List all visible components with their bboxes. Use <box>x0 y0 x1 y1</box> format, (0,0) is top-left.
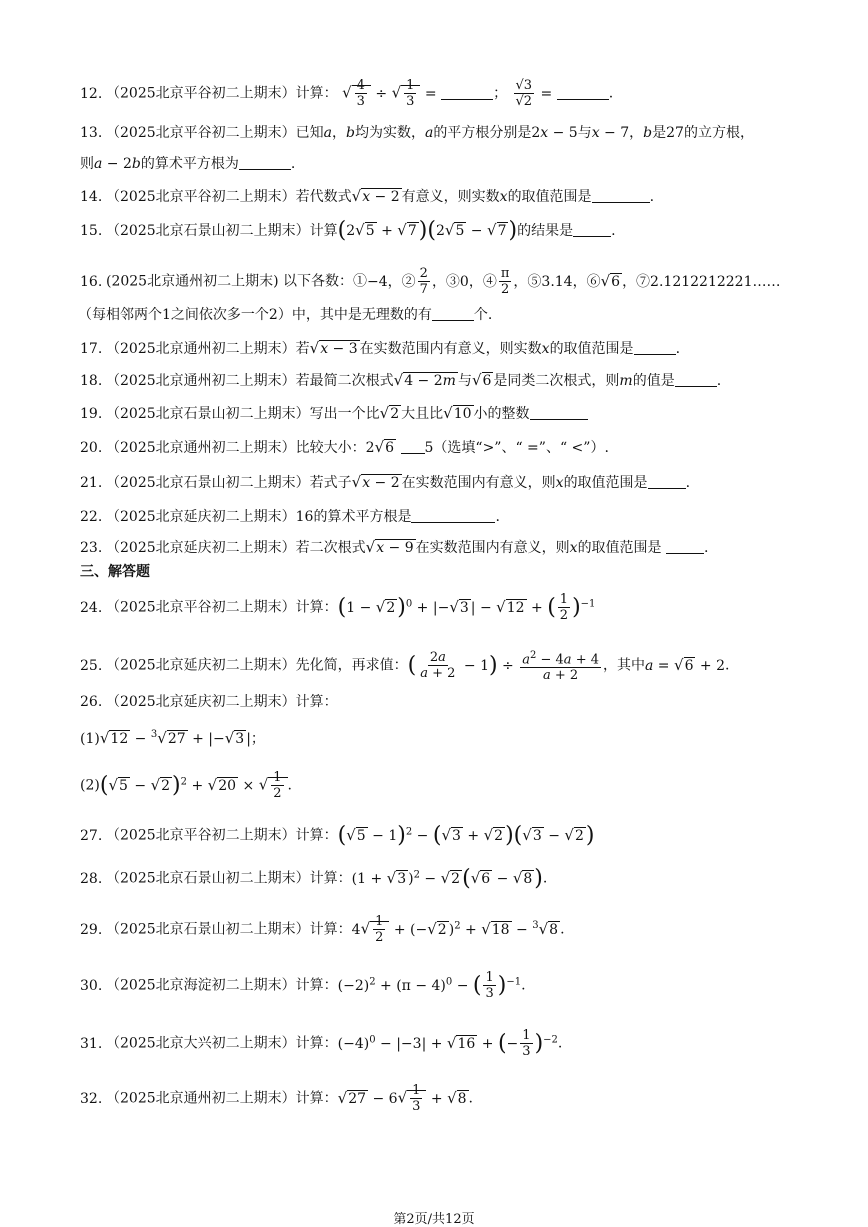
question-28: 28. （2025北京石景山初二上期末）计算：(1 + √3 )$^2$ − √2(√6 − √8). <box>80 865 548 891</box>
question-31: 31. （2025北京大兴初二上期末）计算：$(-4)^0 - |-3| + √16$ + (− $\frac{1}{3}$ )$^{-2}$. <box>80 1028 563 1059</box>
question-21: 21. （2025北京石景山初二上期末）若式子√x − 2 在实数范围内有意义，则x的取值范围是 . <box>80 473 691 491</box>
question-27: 27. （2025北京平谷初二上期末）计算：$(√5 - 1)^2 - (√3 + √2)(√3 - √2)$ <box>80 822 595 848</box>
answer-blank[interactable] <box>634 340 676 355</box>
question-20: 20. （2025北京通州初二上期末）比较大小：2√6 5（选填“>”、“ =”、“ <”）. <box>80 438 609 456</box>
answer-blank[interactable] <box>239 155 291 170</box>
question-14: 14. （2025北京平谷初二上期末）若代数式√x − 2 有意义，则实数x的取值范围是 . <box>80 187 655 205</box>
answer-blank[interactable] <box>441 85 493 100</box>
answer-blank[interactable] <box>411 508 495 523</box>
question-23: 23. （2025北京延庆初二上期末）若二次根式√x − 9 在实数范围内有意义，则x的取值范围是 . <box>80 538 709 556</box>
question-26-part1: (1)√12 − $^3$√27 + |−√3 |； <box>80 729 265 747</box>
answer-blank[interactable] <box>401 439 425 454</box>
question-13-line2: 则a − 2b的算术平方根为 . <box>80 156 296 172</box>
question-18: 18. （2025北京通州初二上期末）若最简二次根式√4 − 2m 与√6 是同类二次根式，则m的值是 . <box>80 371 722 389</box>
math-expression: √ $\frac{4}{3}$ ÷ √ $\frac{1}{3}$ = <box>342 78 437 109</box>
question-22: 22. （2025北京延庆初二上期末）16的算术平方根是 . <box>80 509 500 525</box>
question-16: 16. (2025北京通州初二上期末) 以下各数：①−4，② $\frac{2}{7}$ ，③0，④ $\frac{\pi}{2}$ ，⑤3.14，⑥√6 ，⑦2.1212212221…… <box>80 266 781 297</box>
question-26: 26. （2025北京延庆初二上期末）计算： <box>80 694 338 710</box>
question-12: 12. （2025北京平谷初二上期末）计算： √ $\frac{4}{3}$ ÷ √ $\frac{1}{3}$ = ； $\frac{√3}{√2}$ = . <box>80 78 614 109</box>
question-19: 19. （2025北京石景山初二上期末）写出一个比√2 大且比√10 小的整数 <box>80 403 828 424</box>
answer-blank[interactable] <box>675 372 717 387</box>
question-15: 15. （2025北京石景山初二上期末）计算(2√5 + √7)(2√5 − √7)的结果是 . <box>80 218 616 243</box>
question-26-part2: $(2)(√5 - √2)^2 + √20$ × √ $\frac{1}{2}$ . <box>80 770 292 801</box>
answer-blank[interactable] <box>648 474 686 489</box>
answer-blank[interactable] <box>592 188 650 203</box>
question-32: 32. （2025北京通州初二上期末）计算：√27 − 6√ $\frac{1}{3}$ + √8 . <box>80 1083 473 1114</box>
question-13: 13. （2025北京平谷初二上期末）已知a，b均为实数，a的平方根分别是2x − 5与x − 7，b是27的立方根， <box>80 125 754 141</box>
answer-blank[interactable] <box>530 405 588 420</box>
question-16-line2: （每相邻两个1之间依次多一个2）中，其中是无理数的有 个. <box>78 307 493 323</box>
question-30: 30. （2025北京海淀初二上期末）计算：$(-2)^2 + (\pi - 4)^0$ − ( $\frac{1}{3}$ )$^{-1}$. <box>80 970 526 1001</box>
answer-blank[interactable] <box>573 222 611 237</box>
answer-blank[interactable] <box>557 85 609 100</box>
question-29: 29. （2025北京石景山初二上期末）计算：4√ $\frac{1}{2}$ + (−√2 )$^2$ + √18 − $^3$√8 . <box>80 914 565 945</box>
question-25: 25. （2025北京延庆初二上期末）先化简，再求值：( $\frac{2a}{a + 2}$ − 1) ÷ $\frac{a^2 - 4a + 4}{a + 2}$ ，其中a = √6 + 2. <box>80 650 730 684</box>
question-17: 17. （2025北京通州初二上期末）若√x − 3 在实数范围内有意义，则实数x的取值范围是 . <box>80 339 681 357</box>
section-heading: 三、解答题 <box>80 564 150 580</box>
answer-blank[interactable] <box>432 306 474 321</box>
answer-blank[interactable] <box>666 539 704 554</box>
question-24: 24. （2025北京平谷初二上期末）计算：$(1 - √2)^0 + |-√3$ | − √12 + ( $\frac{1}{2}$ )$^{-1}$ <box>80 592 596 623</box>
page-footer: 第2页/共12页 <box>393 1212 475 1227</box>
